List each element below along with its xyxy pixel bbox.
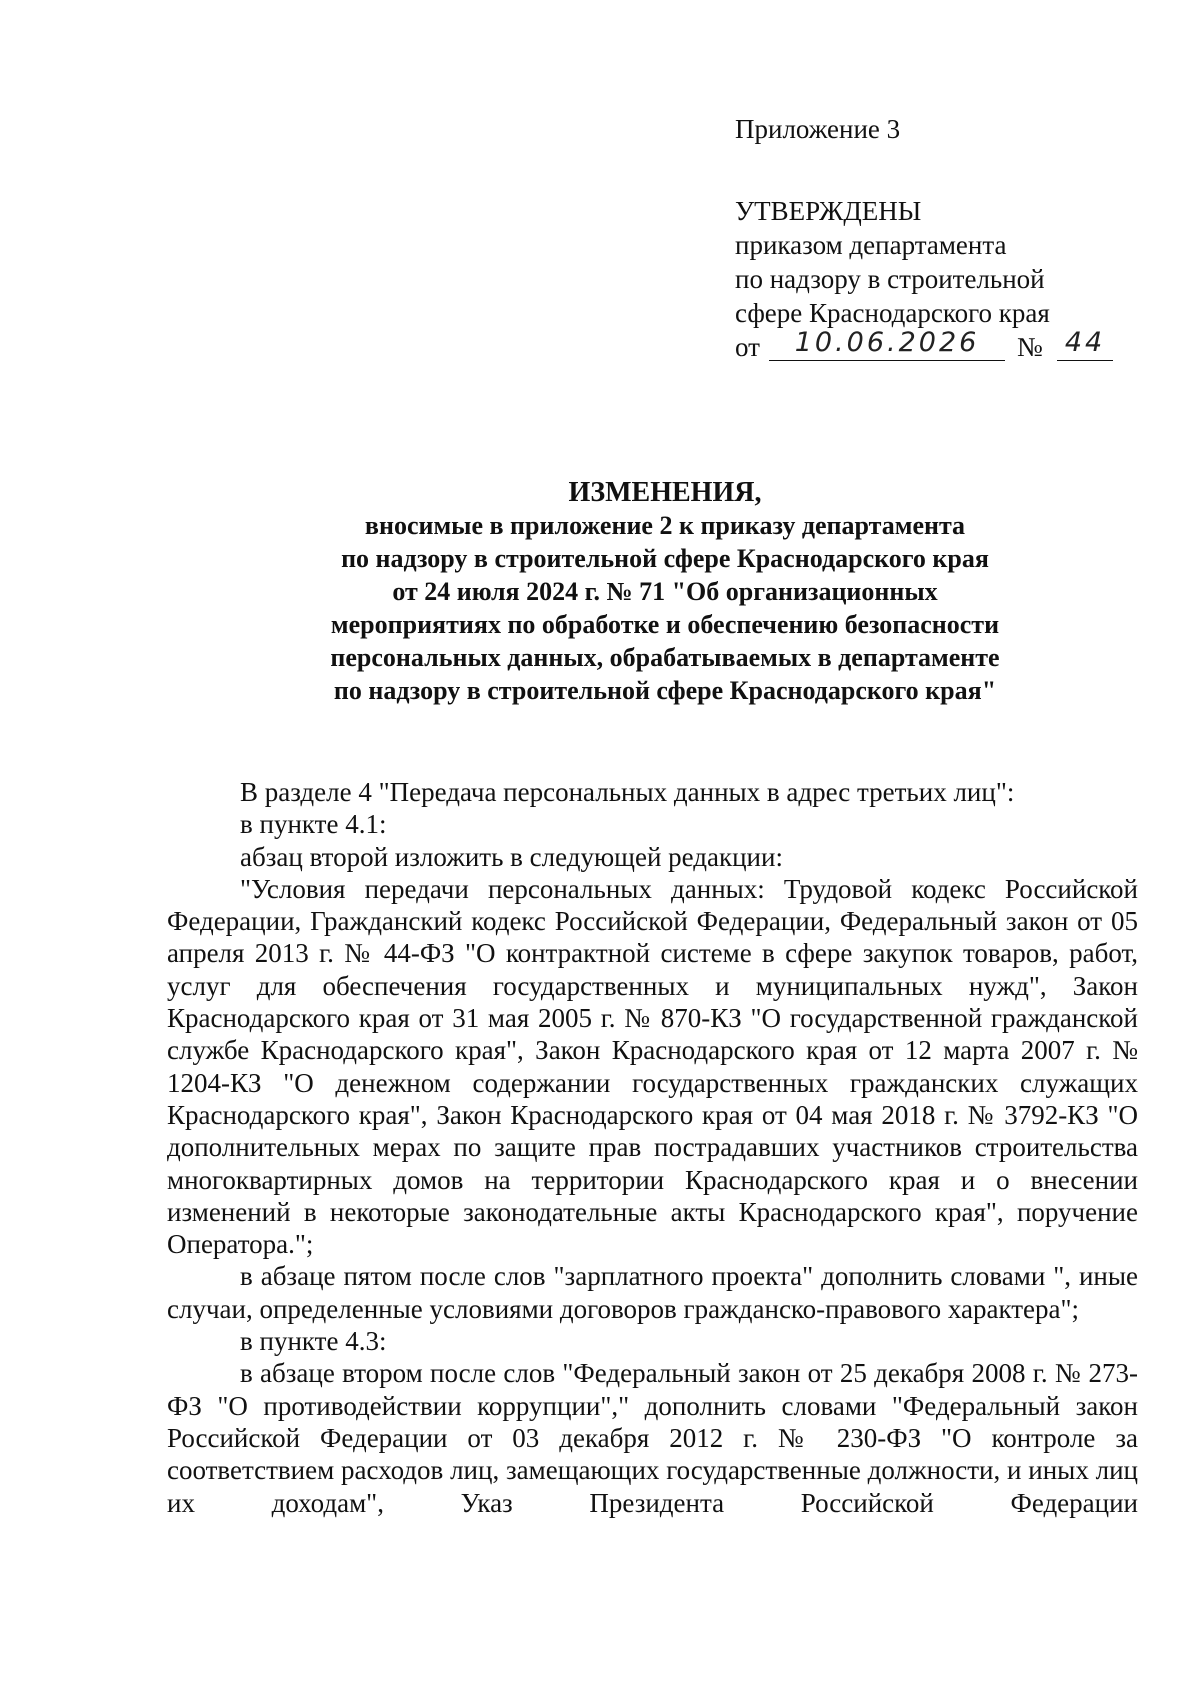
approval-block: [735, 112, 1155, 366]
paragraph-second-addition: в абзаце втором после слов "Федеральный закон от 25 декабря 2008 г. № 273-ФЗ "О противодействии коррупции"," дополнить словами "Федеральный закон Российской Федерации от 03 декабря 2012 г. № 230-ФЗ "О контроле за соответствием расходов лиц, замещающих государственные должности, и иных лиц их доходам", Указ Президента Российской Федерации: [167, 1358, 1138, 1518]
approval-line-2: по надзору в строительной: [735, 264, 1045, 294]
title-line-4: мероприятиях по обработке и обеспечению безопасности: [330, 610, 1000, 639]
order-date-line: [735, 327, 1155, 366]
title-line-2: по надзору в строительной сфере Краснодарского края: [341, 544, 989, 573]
appendix-label: Приложение 3: [735, 114, 901, 144]
paragraph-item-4-3: в пункте 4.3:: [240, 1326, 387, 1357]
title-heading: ИЗМЕНЕНИЯ,: [568, 477, 762, 508]
approval-line-1: приказом департамента: [735, 230, 1007, 260]
number-prefix: №: [1017, 332, 1043, 362]
order-number-handwritten: 44: [1057, 326, 1113, 361]
document-body: [167, 776, 1138, 1519]
approval-line-3: сфере Краснодарского края: [735, 298, 1050, 328]
title-line-6: по надзору в строительной сфере Краснодарского края": [333, 676, 997, 705]
title-line-1: вносимые в приложение 2 к приказу департамента: [364, 511, 966, 540]
paragraph-item-4-1: в пункте 4.1:: [240, 809, 387, 840]
title-line-5: персональных данных, обрабатываемых в департаменте: [330, 643, 1000, 672]
order-date-handwritten: 10.06.2026: [769, 326, 1005, 361]
paragraph-section-4: В разделе 4 "Передача персональных данных в адрес третьих лиц":: [240, 777, 1015, 807]
paragraph-fifth-addition: в абзаце пятом после слов "зарплатного проекта" дополнить словами ", иные случаи, определенные условиями договоров гражданско-правового характера";: [167, 1261, 1138, 1324]
date-prefix: от: [735, 332, 760, 362]
title-line-3: от 24 июля 2024 г. № 71 "Об организационных: [392, 577, 938, 606]
paragraph-transfer-conditions: "Условия передачи персональных данных: Трудовой кодекс Российской Федерации, Гражданский кодекс Российской Федерации, Федеральный закон от 05 апреля 2013 г. № 44-ФЗ "О контрактной системе в сфере закупок товаров, работ, услуг для обеспечения государственных и муниципальных нужд", Закон Краснодарского края от 31 мая 2005 г. № 870-КЗ "О государственной гражданской службе Краснодарского края", Закон Краснодарского края от 12 марта 2007 г. № 1204-КЗ "О денежном содержании государственных гражданских служащих Краснодарского края", Закон Краснодарского края от 04 мая 2018 г. № 3792-КЗ "О дополнительных мерах по защите прав пострадавших участников строительства многоквартирных домов на территории Краснодарского края и о внесении изменений в некоторые законодательные акты Краснодарского края", поручение Оператора.";: [167, 873, 1138, 1260]
approved-label: УТВЕРЖДЕНЫ: [735, 196, 922, 226]
paragraph-edit-instruction: абзац второй изложить в следующей редакции:: [240, 841, 783, 872]
document-title: [200, 476, 1130, 707]
